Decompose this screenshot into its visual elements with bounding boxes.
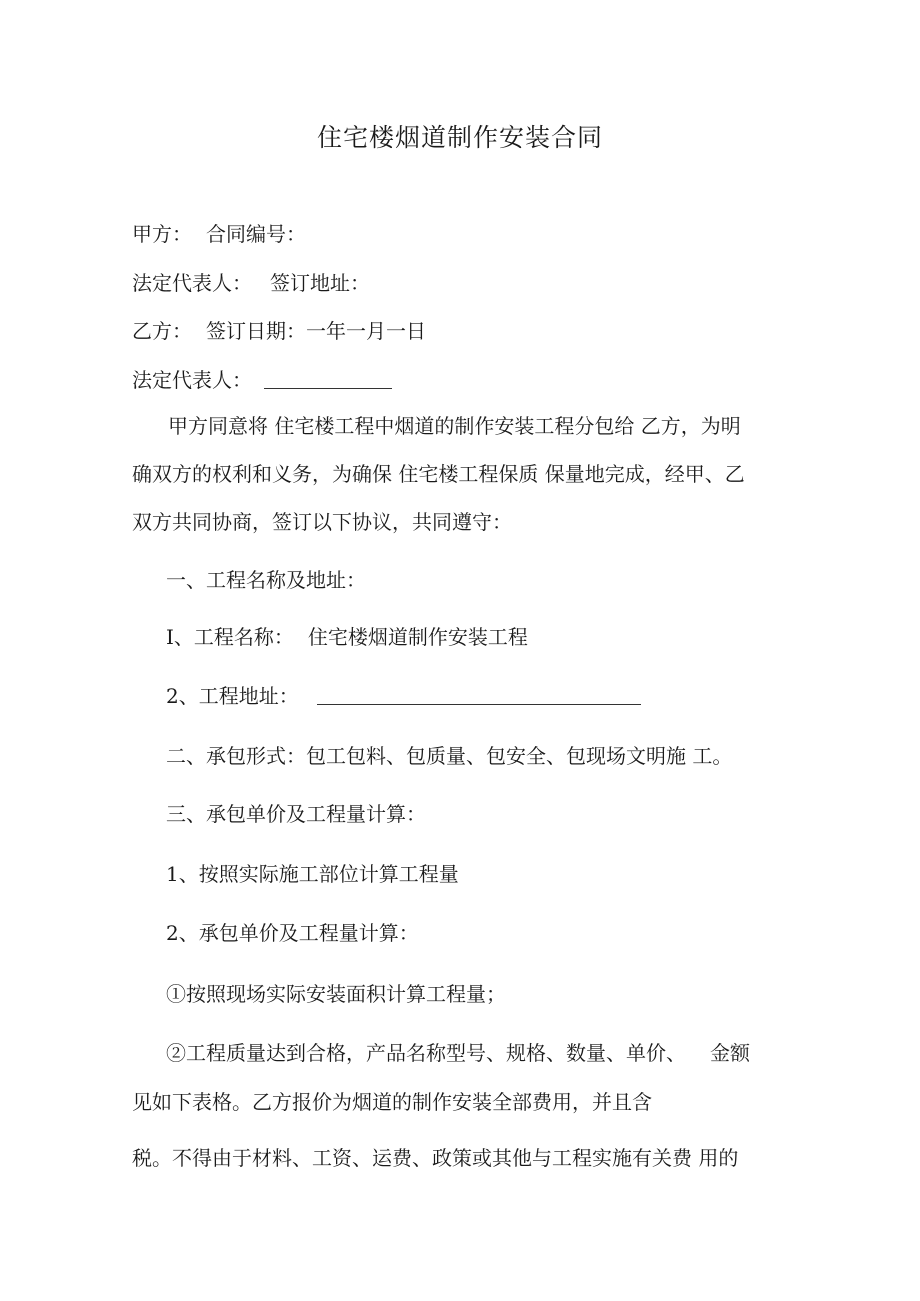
section-3-sub-2-line-1-b: 金额 [710,1041,750,1065]
section-3-sub-2-line-1 [166,1038,750,1068]
legal-rep-b-label: 法定代表人： [132,368,252,392]
contract-no-label: 合同编号： [206,222,306,246]
section-3-heading: 三、承包单价及工程量计算： [166,802,426,826]
legal-rep-b-line [132,365,392,395]
party-b-line [132,316,426,346]
sign-date-label: 签订日期：一年一月一日 [206,319,426,343]
project-address-blank [317,686,641,705]
document-title: 住宅楼烟道制作安装合同 [316,123,603,152]
section-2-line: 二、承包形式：包工包料、包质量、包安全、包现场文明施 工。 [166,744,733,768]
project-name-value: 住宅楼烟道制作安装工程 [307,625,528,649]
intro-line-2: 确双方的权利和义务，为确保 住宅楼工程保质 保量地完成，经甲、乙 [132,462,745,486]
legal-rep-a-label: 法定代表人： [132,271,252,295]
sign-address-label: 签订地址： [270,271,370,295]
section-3-item-2: 2、承包单价及工程量计算： [166,921,419,945]
legal-rep-a-line [132,268,370,298]
section-3-sub-1: ①按照现场实际安装面积计算工程量； [166,982,506,1006]
project-address-label: 2、工程地址： [166,684,299,708]
intro-line-3: 双方共同协商，签订以下协议，共同遵守： [132,510,512,534]
project-name-line [166,622,528,652]
project-name-label: I、工程名称： [166,625,294,649]
section-3-item-1: 1、按照实际施工部位计算工程量 [166,862,459,886]
party-a-line [132,219,306,249]
section-3-sub-2-line-2: 见如下表格。乙方报价为烟道的制作安装全部费用，并且含 [132,1090,652,1114]
section-3-sub-2-line-3: 税。不得由于材料、工资、运费、政策或其他与工程实施有关费 用的 [132,1146,739,1170]
intro-line-1: 甲方同意将 住宅楼工程中烟道的制作安装工程分包给 乙方，为明 [168,414,741,438]
party-b-label: 乙方： [132,319,192,343]
legal-rep-b-blank [264,370,392,389]
section-3-sub-2-line-1-a: ②工程质量达到合格，产品名称型号、规格、数量、单价、 [166,1041,686,1065]
party-a-label: 甲方： [132,222,192,246]
project-address-line [166,681,641,711]
section-1-heading: 一、工程名称及地址： [166,568,366,592]
